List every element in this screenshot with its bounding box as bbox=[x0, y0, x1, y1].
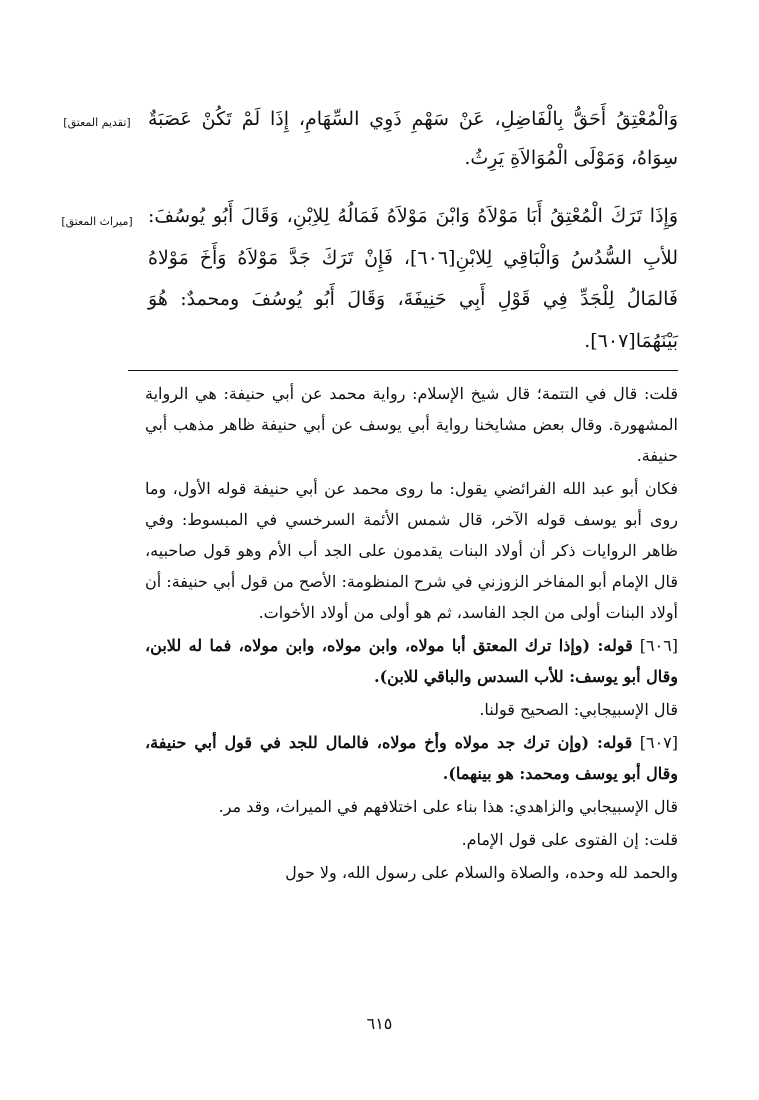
main-text-line: وَالْمُعْتِقُ أَحَقُّ بِالْفَاضِلِ، عَنْ سَهْمِ ذَوِي السِّهَامِ، إِذَا لَمْ تَكُنْ عَصَبَةٌ سِوَاهُ، وَمَوْلَى الْمُوَالاَةِ يَرِثُ. bbox=[148, 108, 678, 169]
footnote-quote: قوله: (وإن ترك جد مولاه وأخ مولاه، فالمال للجد في قول أبي حنيفة، وقال أبو يوسف ومحمد: هو بينهما). bbox=[145, 733, 678, 783]
footnote-divider bbox=[128, 370, 678, 371]
main-text-paragraph-2 bbox=[148, 196, 678, 362]
footnote-paragraph: والحمد لله وحده، والصلاة والسلام على رسول الله، ولا حول bbox=[285, 863, 678, 882]
footnote-quote: قوله: (وإذا ترك المعتق أبا مولاه، وابن مولاه، وابن مولاه، فما له للابن، وقال أبو يوسف: للأب السدس والباقي للابن). bbox=[145, 636, 678, 686]
footnote-paragraph: قال الإسبيجابي والزاهدي: هذا بناء على اختلافهم في الميراث، وقد مر. bbox=[218, 797, 678, 816]
footnote-606 bbox=[145, 630, 678, 692]
footnote-paragraph: فكان أبو عبد الله الفرائضي يقول: ما روى محمد عن أبي حنيفة قوله الأول، وما روى أبو يوسف قوله الآخر، قال شمس الأئمة السرخسي في المبسوط: وفي ظاهر الروايات ذكر أن أولاد البنات يقدمون على الجد أب الأم وهو قول صاحبيه، قال الإمام أبو المفاخر الزوزني في شرح المنظومة: الأصح من قول أبي حنيفة: أن أولاد البنات أولى من الجد الفاسد، ثم هو أولى من أولاد الأخوات. bbox=[145, 479, 679, 622]
footnote-paragraph: قال الإسبيجابي: الصحيح قولنا. bbox=[479, 700, 678, 719]
page-number: ٦١٥ bbox=[366, 1014, 393, 1033]
main-text-paragraph-1 bbox=[148, 100, 678, 178]
footnote-paragraph: قلت: قال في التتمة؛ قال شيخ الإسلام: رواية محمد عن أبي حنيفة: هي الرواية المشهورة. وقال بعض مشايخنا رواية أبي يوسف عن أبي حنيفة ظاهر مذهب أبي حنيفة. bbox=[145, 384, 678, 465]
margin-note-precedence: [تقديم المعتق] bbox=[63, 116, 131, 129]
footnotes bbox=[145, 378, 678, 890]
main-text-line: وَإِذَا تَرَكَ الْمُعْتِقُ أَبَا مَوْلاَهُ وَابْنَ مَوْلاَهُ فَمَالُهُ لِلاِبْنِ، وَقَالَ أَبُو يُوسُفَ: للأبِ السُّدُسُ وَالْبَاقِي لِلابْنِ[٦٠٦]، فَإِنْ تَرَكَ جَدَّ مَوْلاَهُ وَأَخَ مَوْلاهُ فَالمَالُ لِلْجَدِّ فِي قَوْلِ أَبِي حَنِيفَةَ، وَقَالَ أَبُو يُوسُفَ ومحمدٌ: هُوَ بَيْنَهُمَا[٦٠٧]. bbox=[148, 205, 678, 352]
margin-note-inheritance: [ميراث المعتق] bbox=[61, 215, 133, 228]
footnote-number: [٦٠٧] bbox=[639, 733, 678, 752]
footnote-paragraph: قلت: إن الفتوى على قول الإمام. bbox=[461, 830, 678, 849]
footnote-number: [٦٠٦] bbox=[639, 636, 678, 655]
footnote-607 bbox=[145, 727, 678, 789]
